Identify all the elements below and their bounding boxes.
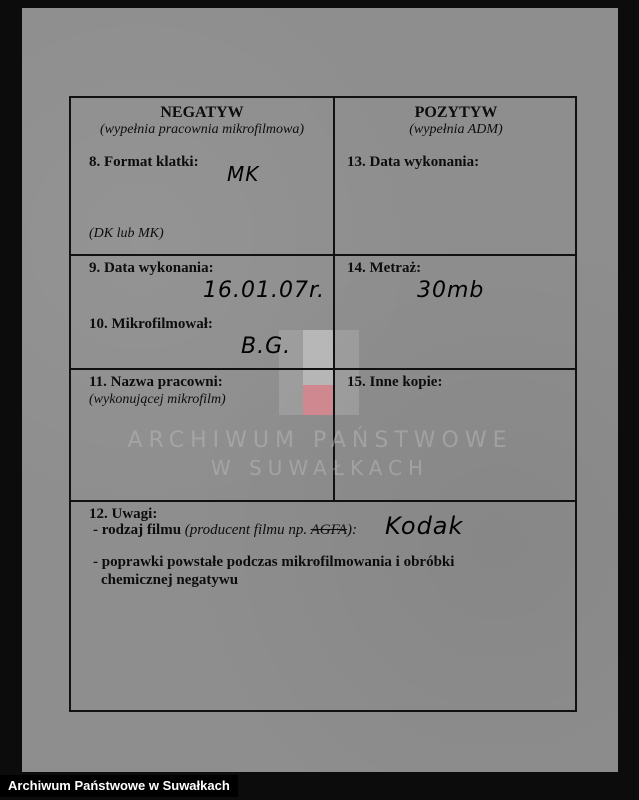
mikrofilmowal-value: B.G.: [241, 334, 292, 359]
rodzaj-filmu-value: Kodak: [385, 512, 464, 540]
data-wykonania-pozytyw-label: 13. Data wykonania:: [347, 154, 480, 170]
row-divider-1: [71, 254, 575, 256]
nazwa-pracowni-subtitle: (wykonującej mikrofilm): [89, 392, 226, 407]
uwagi-label: 12. Uwagi:: [89, 506, 158, 522]
format-label: 8. Format klatki:: [89, 154, 199, 170]
poprawki-line-1: - poprawki powstałe podczas mikrofilmowania i obróbki: [93, 554, 455, 570]
rodzaj-filmu-hint-strike: AGFA: [310, 522, 348, 538]
watermark-line-2: W SUWAŁKACH: [210, 456, 430, 480]
row-divider-2: [71, 368, 575, 370]
rodzaj-filmu-prefix: - rodzaj filmu: [93, 522, 182, 538]
format-hint: (DK lub MK): [89, 226, 164, 241]
pozytyw-subtitle: (wypełnia ADM): [409, 122, 503, 137]
metraz-label: 14. Metraż:: [347, 260, 422, 276]
archive-footer-label: Archiwum Państwowe w Suwałkach: [0, 775, 238, 797]
document-page: [22, 8, 618, 772]
metraz-value: 30mb: [417, 278, 485, 303]
mikrofilmowal-label: 10. Mikrofilmował:: [89, 316, 213, 332]
watermark-line-1: ARCHIWUM PAŃSTWOWE: [127, 428, 513, 453]
rodzaj-filmu-hint: [185, 522, 357, 538]
format-value: MK: [227, 162, 260, 186]
poprawki-line-2: chemicznej negatywu: [101, 572, 239, 588]
pozytyw-header: POZYTYW: [414, 104, 498, 121]
row-divider-3: [71, 500, 575, 502]
inne-kopie-label: 15. Inne kopie:: [347, 374, 443, 390]
rodzaj-filmu-line: [93, 522, 357, 539]
rodzaj-filmu-hint-a: (producent filmu np.: [184, 522, 308, 538]
negatyw-subtitle: (wypełnia pracownia mikrofilmowa): [99, 122, 305, 137]
negatyw-header: NEGATYW: [160, 104, 244, 121]
rodzaj-filmu-hint-b: ):: [347, 522, 358, 538]
nazwa-pracowni-label: 11. Nazwa pracowni:: [89, 374, 223, 390]
data-wykonania-label: 9. Data wykonania:: [89, 260, 214, 276]
data-wykonania-value: 16.01.07r.: [203, 278, 325, 303]
metric-form: [69, 96, 577, 712]
